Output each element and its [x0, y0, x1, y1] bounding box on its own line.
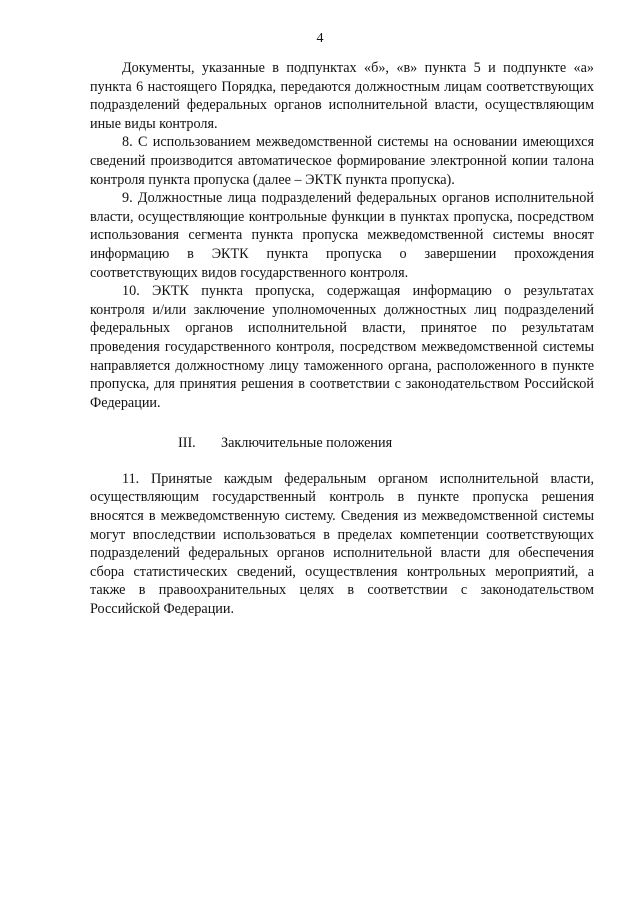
paragraphs-bottom: [90, 470, 594, 619]
paragraph: [90, 282, 594, 412]
paragraph-line: вносятся в межведомственную систему. Сведения из межведомственной системы: [90, 508, 594, 525]
paragraph-line: пропуска, для принятия решения в соответствии с законодательством Российской: [90, 376, 594, 393]
page-number: 4: [316, 31, 324, 46]
paragraph-line: подразделений федеральных органов исполнительной власти, осуществляющим: [90, 97, 594, 114]
paragraph-line: Российской Федерации.: [90, 601, 235, 618]
paragraph-line: использования сегмента пункта пропуска межведомственной системы вносят: [90, 227, 594, 244]
document-body: [90, 59, 594, 619]
paragraph: [90, 133, 594, 189]
paragraph-line: власти, осуществляющие контрольные функции в пунктах пропуска, посредством: [90, 208, 594, 225]
paragraph-line: 11. Принятые каждым федеральным органом исполнительной власти,: [122, 470, 594, 487]
paragraph-line: 8. С использованием межведомственной системы на основании имеющихся: [122, 134, 594, 151]
section-title: Заключительные положения: [221, 435, 393, 452]
paragraph-line: Федерации.: [90, 394, 161, 411]
paragraph-line: Документы, указанные в подпунктах «б», «в» пункта 5 и подпункте «а»: [122, 60, 594, 76]
paragraph-line: контроля пункта пропуска (далее – ЭКТК пункта пропуска).: [90, 171, 455, 188]
paragraph: [90, 189, 594, 282]
section-number: III.: [178, 435, 196, 452]
paragraph-line: осуществляющим государственный контроль в пункте пропуска решения: [90, 489, 594, 506]
paragraph-line: сведений производится автоматическое формирование электронной копии талона: [90, 152, 594, 169]
paragraph-line: направляется должностному лицу таможенного органа, расположенного в пункте: [90, 357, 594, 374]
paragraph-line: федеральных органов исполнительной власти, принятое по результатам: [90, 320, 594, 337]
paragraph-line: информацию в ЭКТК пункта пропуска о завершении прохождения: [90, 245, 594, 262]
paragraph-line: 9. Должностные лица подразделений федеральных органов исполнительной: [122, 190, 594, 207]
paragraph-line: пункта 6 настоящего Порядка, передаются должностным лицам соответствующих: [90, 78, 594, 95]
paragraph-line: контроля и/или заключение уполномоченных должностных лиц подразделений: [90, 301, 594, 318]
paragraph-line: 10. ЭКТК пункта пропуска, содержащая информацию о результатах: [122, 283, 594, 300]
paragraph: [90, 59, 594, 133]
paragraph-line: соответствующих видов государственного контроля.: [90, 264, 409, 281]
paragraph-line: проведения государственного контроля, посредством межведомственной системы: [90, 338, 594, 355]
paragraph: [90, 470, 594, 619]
paragraph-line: подразделений федеральных органов исполнительной власти для обеспечения: [90, 545, 594, 562]
paragraph-line: сбора статистических сведений, осуществления контрольных мероприятий, а: [90, 563, 594, 580]
paragraph-line: могут впоследствии использоваться в пределах компетенции соответствующих: [90, 526, 594, 543]
paragraph-line: иные виды контроля.: [90, 115, 218, 132]
paragraphs-top: [90, 59, 594, 412]
paragraph-line: также в правоохранительных целях в соответствии с законодательством: [90, 582, 594, 599]
section-heading: [90, 434, 594, 453]
